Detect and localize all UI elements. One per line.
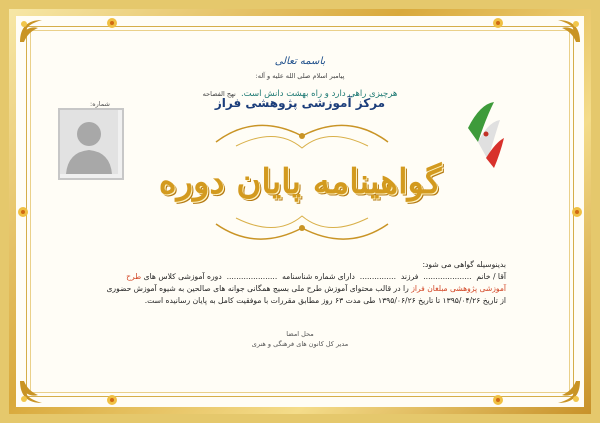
- flower-icon: [492, 394, 504, 406]
- motto-source: نهج الفصاحه: [202, 90, 236, 98]
- signature-label: محل امضا: [286, 330, 314, 338]
- bismillah-text: باسمه تعالی: [274, 56, 326, 67]
- flower-icon: [492, 17, 504, 29]
- corner-ornament-icon: [18, 18, 44, 44]
- line1-part-c: دارای شماره شناسنامه: [282, 272, 355, 281]
- certificate-paper: [16, 16, 584, 407]
- flower-icon: [17, 206, 29, 218]
- line2-highlight: آموزشی پژوهشی مبلغان فراز: [411, 284, 506, 293]
- line1-part-b: فرزند: [400, 272, 419, 281]
- flower-icon: [106, 17, 118, 29]
- iran-flag-ribbon-icon: [464, 98, 506, 170]
- signature-role: مدیر کل کانون های فرهنگی و هنری: [251, 340, 349, 348]
- line1-part-a: آقا / خانم: [476, 272, 506, 281]
- center-name: مرکز آموزشی پژوهشی فراز: [214, 96, 386, 110]
- line2-rest: را در قالب محتوای آموزش طرح ملی بسیج همگانی جوانه های صالحین به شیوه آموزش حضوری: [106, 284, 409, 293]
- line1-part-d: دوره آموزشی کلاس های: [143, 272, 222, 281]
- motto-text: هرچیزی راهی دارد و راه بهشت دانش است.: [240, 89, 398, 99]
- body-line-1: آقا / خانم .................... فرزند ............... دارای شماره شناسنامه ..................... دوره آموزشی کلاس های طرح: [126, 272, 506, 281]
- hadith-source: پیامبر اسلام صلی الله علیه و آله:: [255, 72, 345, 80]
- body-line-2: [106, 284, 506, 293]
- number-label: شماره:: [90, 100, 110, 108]
- corner-ornament-icon: [18, 379, 44, 405]
- body-line-3: از تاریخ ۱۳۹۵/۰۴/۲۶ تا تاریخ ۱۳۹۵/۰۶/۲۶ طی مدت ۶۳ روز مطابق مقررات با موفقیت کامل به پایان رسانیده است.: [144, 296, 506, 305]
- intro-line: بدینوسیله گواهی می شود:: [422, 260, 506, 269]
- flower-icon: [571, 206, 583, 218]
- corner-ornament-icon: [556, 18, 582, 44]
- corner-ornament-icon: [556, 379, 582, 405]
- flower-icon: [106, 394, 118, 406]
- certificate-title: گواهینامه پایان دوره: [158, 162, 442, 202]
- line1-highlight: طرح: [126, 272, 142, 281]
